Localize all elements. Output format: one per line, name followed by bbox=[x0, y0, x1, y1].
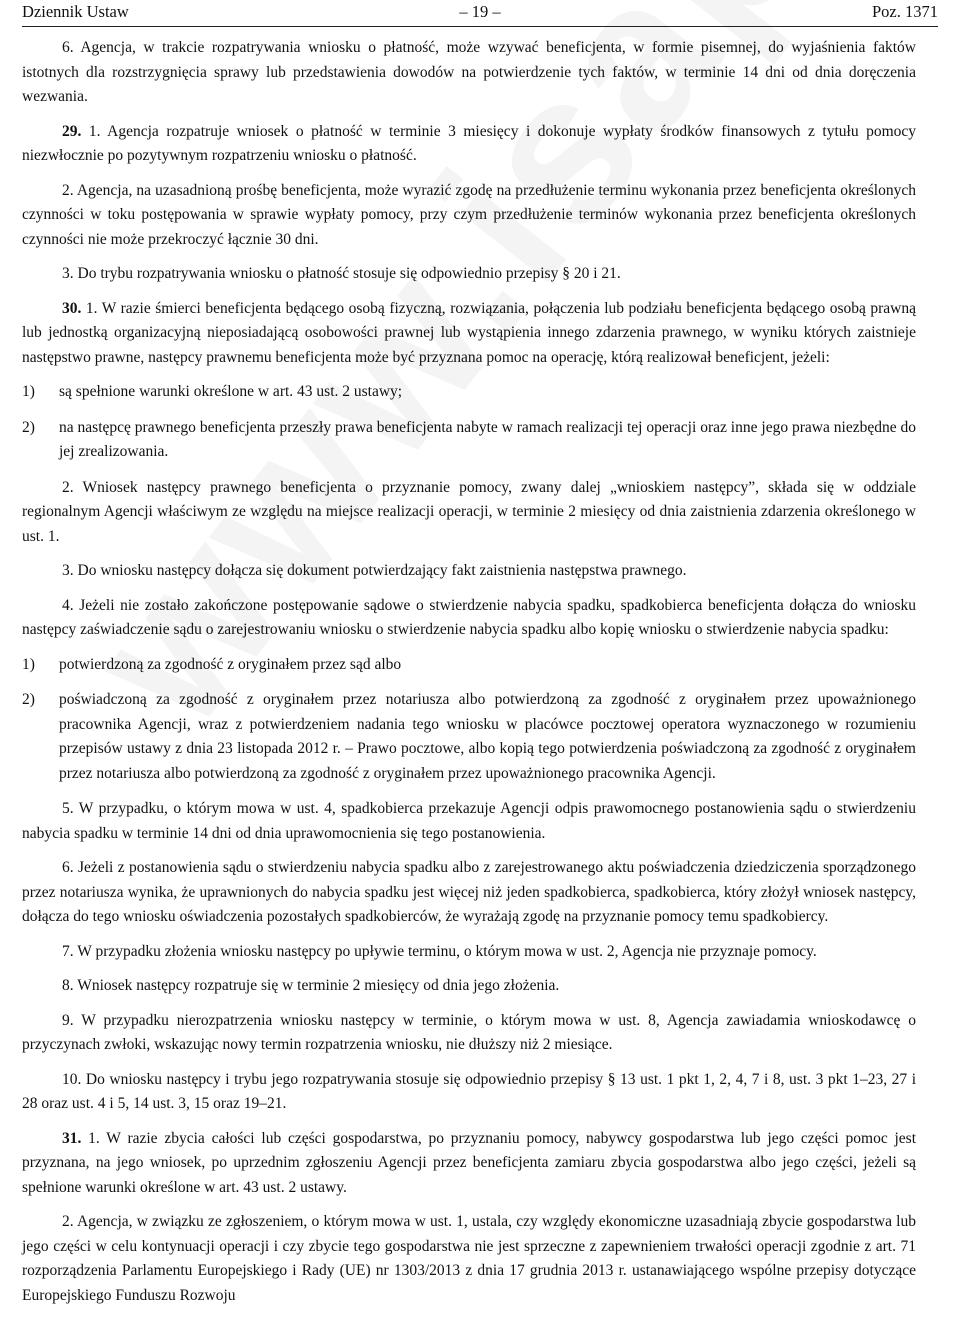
list-item bbox=[22, 653, 916, 678]
article-30-paragraph-5: 5. W przypadku, o którym mowa w ust. 4, spadkobierca przekazuje Agencji odpis prawomocnego postanowienia sądu o stwierdzeniu nabycia spadku w terminie 14 dni od dnia uprawomocnienia się tego postanowienia. bbox=[22, 800, 916, 842]
article-30-number: 30. bbox=[62, 299, 82, 317]
article-30-paragraph-10: 10. Do wniosku następcy i trybu jego rozpatrywania stosuje się odpowiednio przepisy § 13 ust. 1 pkt 1, 2, 4, 7 i 8, ust. 3 pkt 1–23, 27 i 28 oraz ust. 4 i 5, 14 ust. 3, 15 oraz 19–21. bbox=[22, 1070, 916, 1112]
article-30-paragraph-2: 2. Wniosek następcy prawnego beneficjenta o przyznanie pomocy, zwany dalej „wnioskiem następcy”, składa się w oddziale regionalnym Agencji właściwym ze względu na miejsce realizacji operacji, w terminie 2 miesięcy od dnia zaistnienia zdarzenia określonego w ust. 1. bbox=[22, 478, 916, 545]
article-30-paragraph-4: 4. Jeżeli nie zostało zakończone postępowanie sądowe o stwierdzenie nabycia spadku, spadkobierca beneficjenta dołącza do wniosku następcy zaświadczenie sądu o zarejestrowaniu wniosku o stwierdzenie nabycia spadku albo kopię wniosku o stwierdzenie nabycia spadku: bbox=[22, 596, 916, 638]
list-item bbox=[22, 688, 916, 786]
article-29-paragraph-3: 3. Do trybu rozpatrywania wniosku o płatność stosuje się odpowiednio przepisy § 20 i 21. bbox=[62, 265, 621, 282]
article-29-text-1: 1. Agencja rozpatruje wniosek o płatność w terminie 3 miesięcy i dokonuje wypłaty środków finansowych z tytułu pomocy niezwłocznie po pozytywnym rozpatrzeniu wniosku o płatność. bbox=[22, 122, 917, 164]
page-header bbox=[22, 0, 938, 27]
list-item-text: są spełnione warunki określone w art. 43 ust. 2 ustawy; bbox=[59, 383, 403, 400]
article-30-paragraph-1 bbox=[22, 297, 916, 371]
paragraph-6: 6. Agencja, w trakcie rozpatrywania wniosku o płatność, może wzywać beneficjenta, w formie pisemnej, do wyjaśnienia faktów istotnych dla rozstrzygnięcia sprawy lub przedstawienia dowodów na potwierdzenie tych faktów, w terminie 14 dni od dnia doręczenia wezwania. bbox=[22, 39, 916, 105]
article-31-paragraph-1 bbox=[22, 1127, 916, 1201]
article-30-text-1: 1. W razie śmierci beneficjenta będącego osobą fizyczną, rozwiązania, połączenia lub podziału beneficjenta będącego osobą prawną lub jednostką organizacyjną nieposiadającą osobowości prawnej lub wystąpienia innego zdarzenia prawnego, w wyniku których zaistnieje następstwo prawne, następcy prawnemu beneficjenta może być przyznana pomoc na operację, którą realizował beneficjent, jeżeli: bbox=[22, 299, 916, 366]
list-item-text: potwierdzoną za zgodność z oryginałem przez sąd albo bbox=[59, 655, 402, 673]
list-item-number: 2) bbox=[22, 691, 35, 708]
list-item-number: 1) bbox=[22, 383, 35, 400]
article-30-paragraph-7: 7. W przypadku złożenia wniosku następcy po upływie terminu, o którym mowa w ust. 2, Agencja nie przyznaje pomocy. bbox=[62, 942, 817, 960]
journal-title: Dziennik Ustaw bbox=[22, 2, 129, 21]
list-item-text: poświadczoną za zgodność z oryginałem przez notariusza albo potwierdzoną za zgodność z oryginałem przez upoważnionego pracownika Agencji, wraz z potwierdzeniem nadania tego wniosku w placówce pocztowej operatora wyznaczonego w rozumieniu przepisów ustawy z dnia 23 listopada 2012 r. – Prawo pocztowe, albo kopią tego potwierdzenia poświadczoną za zgodność z oryginałem przez notariusza albo potwierdzoną za zgodność z oryginałem przez upoważnionego pracownika Agencji. bbox=[59, 691, 916, 782]
list-item-number: 1) bbox=[22, 655, 35, 673]
article-30-paragraph-9: 9. W przypadku nierozpatrzenia wniosku następcy w terminie, o którym mowa w ust. 8, Agencja zawiadamia wnioskodawcę o przyczynach zwłoki, wskazując nowy termin rozpatrzenia wniosku, nie dłuższy niż 2 miesiące. bbox=[22, 1011, 916, 1053]
position-number: Poz. 1371 bbox=[872, 2, 938, 21]
article-30-paragraph-6: 6. Jeżeli z postanowienia sądu o stwierdzeniu nabycia spadku albo z zarejestrowanego aktu poświadczenia dziedziczenia sporządzonego przez notariusza wynika, że uprawnionych do nabycia spadku jest więcej niż jeden spadkobierca, spadkobierca, który złożył wniosek następcy, dołącza do tego wniosku oświadczenia pozostałych spadkobierców, że wyrażają zgodę na przyznanie pomocy temu spadkobiercy. bbox=[22, 859, 916, 925]
document-body bbox=[22, 36, 916, 1318]
article-29-paragraph-1 bbox=[22, 120, 916, 169]
page-number: – 19 – bbox=[459, 2, 501, 21]
article-30-paragraph-3: 3. Do wniosku następcy dołącza się dokument potwierdzający fakt zaistnienia następstwa prawnego. bbox=[62, 562, 687, 579]
article-29-paragraph-2: 2. Agencja, na uzasadnioną prośbę beneficjenta, może wyrazić zgodę na przedłużenie terminu wykonania przez beneficjenta określonych czynności w toku postępowania w sprawie wypłaty pomocy, przy czym przedłużenie terminów wykonania przez beneficjenta określonych czynności nie może przekroczyć łącznie 30 dni. bbox=[22, 181, 916, 248]
list-item-text: na następcę prawnego beneficjenta przeszły prawa beneficjenta nabyte w ramach realizacji tej operacji oraz inne jego prawa niezbędne do jej zrealizowania. bbox=[59, 418, 916, 460]
list-item-number: 2) bbox=[22, 418, 35, 436]
article-31-number: 31. bbox=[62, 1129, 82, 1147]
article-31-paragraph-2: 2. Agencja, w związku ze zgłoszeniem, o którym mowa w ust. 1, ustala, czy względy ekonomiczne uzasadniają zbycie gospodarstwa lub jego części w celu kontynuacji operacji i czy zbycie tego gospodarstwa nie jest sprzeczne z zapewnieniem trwałości operacji zgodnie z art. 71 rozporządzenia Parlamentu Europejskiego i Rady (UE) nr 1303/2013 z dnia 17 grudnia 2013 r. ustanawiającego wspólne przepisy dotyczące Europejskiego Funduszu Rozwoju bbox=[22, 1213, 916, 1304]
list-item bbox=[22, 380, 916, 405]
article-31-text-1: 1. W razie zbycia całości lub części gospodarstwa, po przyznaniu pomocy, nabywcy gospodarstwa lub jego części pomoc jest przyznana, na jego wniosek, po uprzednim zgłoszeniu Agencji przez beneficjenta zamiaru zbycia gospodarstwa albo jego części, jeżeli są spełnione warunki określone w art. 43 ust. 2 ustawy. bbox=[22, 1129, 917, 1196]
list-item bbox=[22, 416, 916, 465]
article-29-number: 29. bbox=[62, 122, 82, 140]
article-30-paragraph-8: 8. Wniosek następcy rozpatruje się w terminie 2 miesięcy od dnia jego złożenia. bbox=[62, 977, 560, 994]
